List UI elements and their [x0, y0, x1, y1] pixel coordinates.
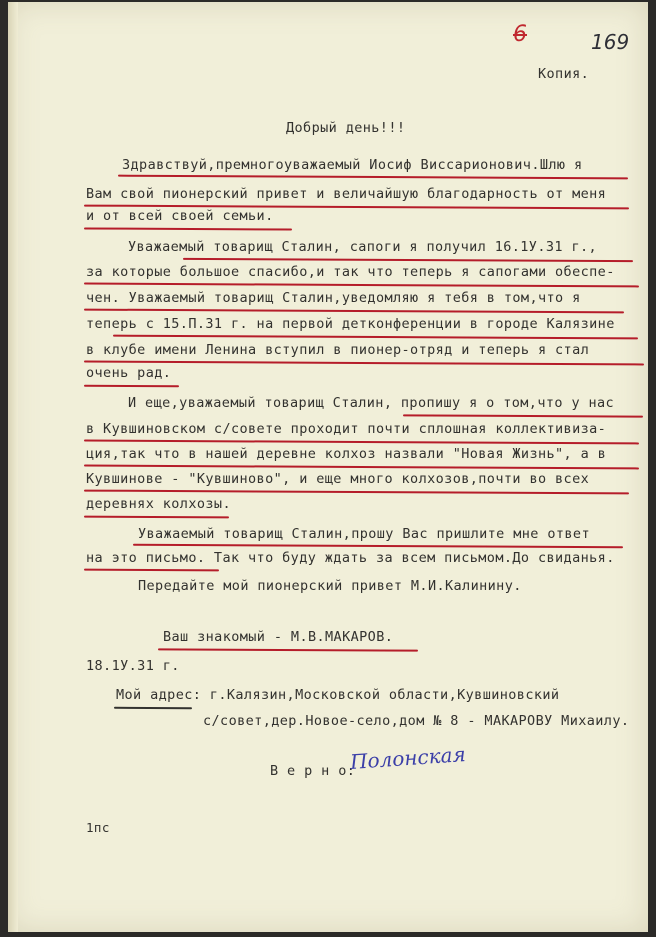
text-line: деревнях колхозы.: [86, 496, 231, 512]
text-line: Вам свой пионерский привет и величайшую благодарность от меня: [86, 186, 607, 202]
red-underline: [84, 465, 639, 470]
sheet-number-struck: 6: [513, 22, 527, 47]
document-page: [8, 2, 648, 932]
copies-note: 1пс: [86, 820, 110, 835]
text-line: теперь с 15.П.31 г. на первой детконференции в городе Калязине: [86, 316, 615, 332]
greeting: Добрый день!!!: [286, 120, 406, 136]
text-line: на это письмо. Так что буду ждать за всем письмом.До свиданья.: [86, 550, 615, 566]
red-underline: [158, 648, 418, 651]
text-line: ция,так что в нашей деревне колхоз назвали "Новая Жизнь", а в: [86, 446, 607, 462]
address-line: с/совет,дер.Новое-село,дом № 8 - МАКАРОВУ Михаилу.: [203, 713, 630, 729]
text-line: И еще,уважаемый товарищ Сталин, пропишу я о том,что у нас: [128, 395, 615, 411]
red-underline: [133, 544, 623, 549]
underline-black: [114, 707, 192, 709]
text-line: Здравствуй,премногоуважаемый Иосиф Виссарионович.Шлю я: [122, 157, 583, 173]
red-underline: [84, 309, 624, 314]
red-underline: [113, 335, 638, 340]
text-line: в Кувшиновском с/совете проходит почти сплошная коллективиза-: [86, 421, 607, 437]
text-line: Уважаемый товарищ Сталин, сапоги я получил 16.1У.31 г.,: [128, 239, 598, 255]
red-underline: [84, 490, 629, 495]
letter-date: 18.1У.31 г.: [86, 658, 180, 674]
text-line: и от всей своей семьи.: [86, 208, 274, 224]
red-underline: [84, 227, 292, 230]
red-underline: [403, 414, 643, 417]
address-line: Мой адрес: г.Калязин,Московской области,Кувшиновский: [116, 687, 560, 703]
red-underline: [84, 283, 639, 288]
red-underline: [84, 385, 179, 387]
certified-label: В е р н о:: [270, 763, 356, 779]
red-underline: [84, 516, 229, 519]
copy-mark: Копия.: [538, 66, 590, 82]
red-underline: [84, 440, 639, 445]
text-line: очень рад.: [86, 365, 172, 381]
red-underline: [84, 569, 219, 572]
text-line: за которые большое спасибо,и так что теперь я сапогами обеспе-: [86, 264, 615, 280]
text-line: Уважаемый товарищ Сталин,прошу Вас пришлите мне ответ: [138, 526, 590, 542]
handwritten-signature: Полонская: [349, 741, 467, 775]
page-number: 169: [591, 30, 630, 54]
text-line: в клубе имени Ленина вступил в пионер-отряд и теперь я стал: [86, 342, 590, 358]
red-underline: [118, 175, 628, 180]
red-underline: [183, 258, 633, 262]
page-edge-shadow: [8, 2, 18, 932]
text-line: Передайте мой пионерский привет М.И.Калинину.: [138, 578, 522, 594]
text-line: чен. Уважаемый товарищ Сталин,уведомляю я тебя в том,что я: [86, 290, 581, 306]
signature-line: Ваш знакомый - М.В.МАКАРОВ.: [163, 629, 394, 645]
text-line: Кувшинове - "Кувшиново", и еще много колхозов,почти во всех: [86, 471, 590, 487]
